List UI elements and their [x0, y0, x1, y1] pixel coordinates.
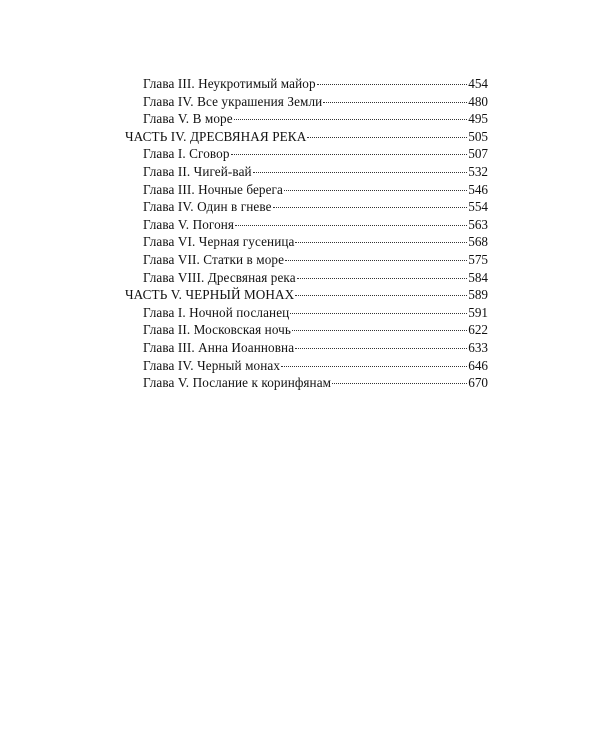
toc-dot-leader — [231, 154, 468, 155]
toc-entry-title: Глава III. Ночные берега — [143, 181, 284, 197]
toc-chapter-entry — [125, 304, 488, 322]
toc-dot-leader — [297, 278, 468, 279]
toc-page-number: 584 — [468, 269, 488, 285]
toc-entry-title: Глава V. Послание к коринфянам — [143, 375, 332, 391]
toc-dot-leader — [307, 137, 467, 138]
toc-page-number: 507 — [468, 146, 488, 162]
toc-page-number: 646 — [468, 357, 488, 373]
toc-chapter-entry — [125, 93, 488, 111]
toc-entry-title: Глава I. Ночной посланец — [143, 304, 290, 320]
toc-chapter-entry — [125, 339, 488, 357]
toc-page-number: 633 — [468, 339, 488, 355]
toc-page-number: 591 — [468, 304, 488, 320]
toc-entry-title: Глава V. В море — [143, 111, 233, 127]
toc-dot-leader — [295, 348, 467, 349]
toc-dot-leader — [295, 242, 467, 243]
toc-page-number: 480 — [468, 93, 488, 109]
toc-page-number: 532 — [468, 163, 488, 179]
toc-page-number: 589 — [468, 287, 488, 303]
toc-dot-leader — [235, 225, 467, 226]
toc-entry-title: Глава II. Чигей-вай — [143, 163, 252, 179]
toc-page-number: 495 — [468, 111, 488, 127]
toc-chapter-entry — [125, 251, 488, 269]
toc-chapter-entry — [125, 269, 488, 287]
toc-chapter-entry — [125, 357, 488, 375]
toc-entry-title: Глава I. Сговор — [143, 146, 230, 162]
toc-chapter-entry — [125, 321, 488, 339]
toc-page-number: 670 — [468, 375, 488, 391]
toc-page-number: 568 — [468, 234, 488, 250]
toc-chapter-entry — [125, 75, 488, 93]
toc-dot-leader — [253, 172, 468, 173]
toc-part-entry — [125, 128, 488, 146]
toc-chapter-entry — [125, 198, 488, 216]
toc-dot-leader — [284, 190, 467, 191]
toc-page-number: 575 — [468, 251, 488, 267]
toc-page-number: 622 — [468, 322, 488, 338]
toc-page-number: 563 — [468, 216, 488, 232]
toc-chapter-entry — [125, 163, 488, 181]
toc-dot-leader — [285, 260, 467, 261]
toc-chapter-entry — [125, 216, 488, 234]
toc-dot-leader — [323, 102, 467, 103]
toc-page-number: 546 — [468, 181, 488, 197]
toc-entry-title: Глава IV. Все украшения Земли — [143, 93, 323, 109]
toc-dot-leader — [290, 313, 467, 314]
toc-dot-leader — [317, 84, 468, 85]
toc-dot-leader — [273, 207, 468, 208]
toc-chapter-entry — [125, 145, 488, 163]
toc-page-number: 554 — [468, 199, 488, 215]
table-of-contents — [125, 75, 488, 392]
toc-chapter-entry — [125, 110, 488, 128]
toc-entry-title: Глава III. Неукротимый майор — [143, 76, 316, 91]
toc-entry-title: Глава III. Анна Иоанновна — [143, 339, 295, 355]
toc-dot-leader — [281, 366, 467, 367]
toc-dot-leader — [295, 295, 467, 296]
toc-entry-title: Глава IV. Один в гневе — [143, 199, 272, 215]
toc-entry-title: Глава II. Московская ночь — [143, 322, 292, 338]
toc-page-number: 454 — [468, 76, 488, 91]
toc-chapter-entry — [125, 181, 488, 199]
toc-dot-leader — [234, 119, 468, 120]
toc-entry-title: ЧАСТЬ IV. ДРЕСВЯНАЯ РЕКА — [125, 128, 307, 144]
toc-page-number: 505 — [468, 128, 488, 144]
toc-dot-leader — [292, 330, 467, 331]
toc-entry-title: Глава VIII. Дресвяная река — [143, 269, 296, 285]
toc-chapter-entry — [125, 233, 488, 251]
toc-entry-title: Глава IV. Черный монах — [143, 357, 281, 373]
toc-part-entry — [125, 286, 488, 304]
toc-entry-title: Глава VI. Черная гусеница — [143, 234, 295, 250]
toc-entry-title: ЧАСТЬ V. ЧЕРНЫЙ МОНАХ — [125, 287, 295, 303]
toc-dot-leader — [332, 383, 467, 384]
toc-chapter-entry — [125, 374, 488, 392]
toc-entry-title: Глава VII. Статки в море — [143, 251, 285, 267]
toc-entry-title: Глава V. Погоня — [143, 216, 235, 232]
